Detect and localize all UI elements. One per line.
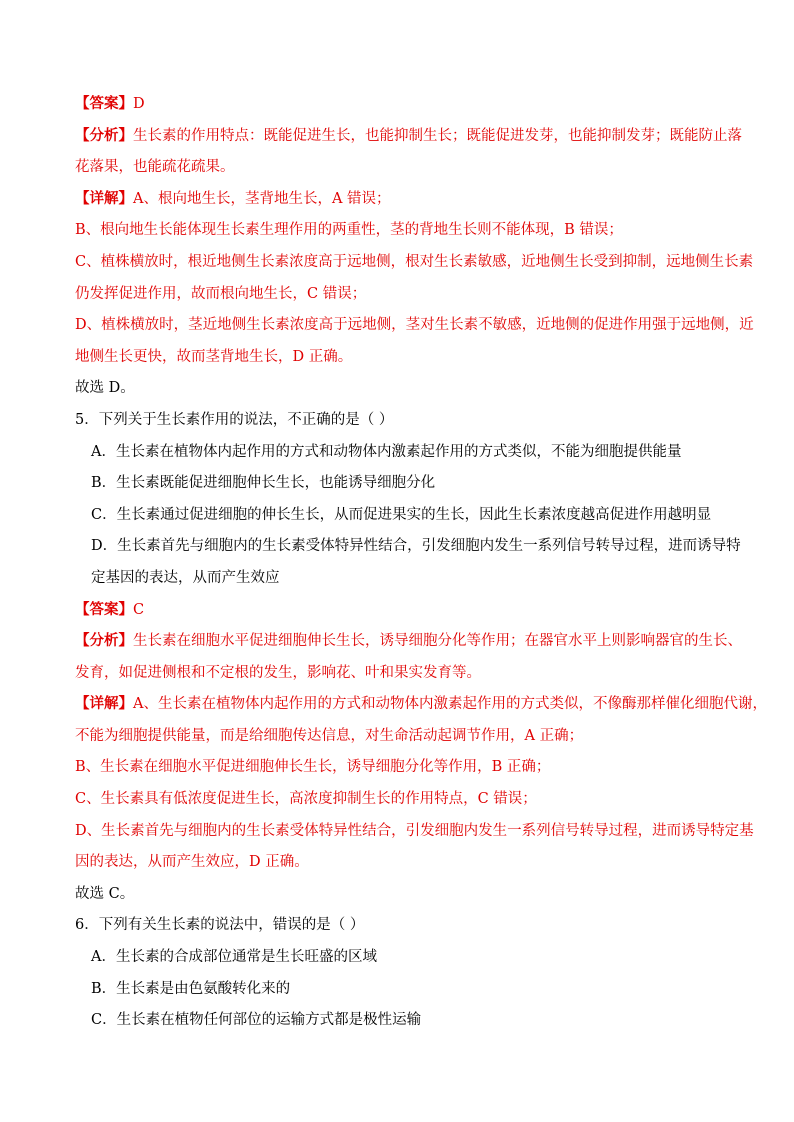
q5-detail-a1 [75, 694, 767, 714]
q5-answer [75, 600, 734, 620]
q5-detail-d2: 因的表达，从而产生效应，D 正确。 [75, 854, 309, 871]
q4-detail-c1: C、植株横放时，根近地侧生长素浓度高于远地侧，根对生长素敏感，近地侧生长受到抑制，远地侧生长素 [75, 253, 754, 270]
q6-stem: 6．下列有关生长素的说法中，错误的是（ ） [75, 917, 365, 934]
q4-detail-b: B、根向地生长能体现生长素生理作用的两重性，茎的背地生长则不能体现，B 错误； [75, 222, 623, 239]
q5-analysis-line2: 发育，如促进侧根和不定根的发生，影响花、叶和果实发育等。 [75, 664, 481, 681]
q5-option-d1: D．生长素首先与细胞内的生长素受体特异性结合，引发细胞内发生一系列信号转导过程，进而诱导特 [91, 538, 741, 555]
q4-detail-d1: D、植株横放时，茎近地侧生长素浓度高于远地侧，茎对生长素不敏感，近地侧的促进作用强于远地侧，近 [75, 317, 754, 334]
analysis-text: 生长素的作用特点：既能促进生长，也能抑制生长；既能促进发芽，也能抑制发芽；既能防止落 [133, 127, 742, 144]
answer-tag: 【答案】 [75, 95, 133, 112]
analysis-text: 生长素在细胞水平促进细胞伸长生长，诱导细胞分化等作用；在器官水平上则影响器官的生长、 [133, 633, 742, 650]
q4-analysis-line1 [75, 126, 742, 146]
q4-detail-c2: 仍发挥促进作用，故而根向地生长，C 错误； [75, 285, 367, 302]
q4-answer [75, 94, 734, 114]
q4-analysis-line2: 花落果，也能疏花疏果。 [75, 159, 235, 176]
answer-tag: 【答案】 [75, 600, 133, 618]
q5-option-b: B．生长素既能促进细胞伸长生长，也能诱导细胞分化 [91, 475, 436, 492]
q5-conclusion: 故选 C。 [75, 885, 135, 902]
q6-option-c: C．生长素在植物任何部位的运输方式都是极性运输 [91, 1012, 422, 1029]
q4-detail-d2: 地侧生长更快，故而茎背地生长，D 正确。 [75, 348, 353, 365]
q4-conclusion: 故选 D。 [75, 380, 135, 397]
q5-detail-b: B、生长素在细胞水平促进细胞伸长生长，诱导细胞分化等作用，B 正确； [75, 759, 551, 776]
detail-text: A、根向地生长，茎背地生长，A 错误； [133, 190, 391, 207]
q5-option-c: C．生长素通过促进细胞的伸长生长，从而促进果实的生长，因此生长素浓度越高促进作用越明显 [91, 506, 712, 523]
q6-option-a: A．生长素的合成部位通常是生长旺盛的区域 [91, 949, 377, 966]
answer-value: D [133, 96, 145, 112]
q5-detail-a2: 不能为细胞提供能量，而是给细胞传达信息，对生命活动起调节作用，A 正确； [75, 727, 584, 744]
detail-tag: 【详解】 [75, 189, 133, 207]
analysis-tag: 【分析】 [75, 632, 133, 650]
q5-detail-c: C、生长素具有低浓度促进生长，高浓度抑制生长的作用特点，C 错误； [75, 791, 537, 808]
detail-tag: 【详解】 [75, 695, 133, 713]
q6-option-b: B．生长素是由色氨酸转化来的 [91, 980, 291, 997]
q5-detail-d1: D、生长素首先与细胞内的生长素受体特异性结合，引发细胞内发生一系列信号转导过程，进而诱导特定基 [75, 822, 754, 839]
q5-option-a: A．生长素在植物体内起作用的方式和动物体内激素起作用的方式类似，不能为细胞提供能量 [91, 443, 682, 460]
q5-option-d2: 定基因的表达，从而产生效应 [91, 569, 280, 586]
answer-value: C [133, 601, 145, 618]
q5-analysis-line1 [75, 631, 742, 651]
q4-detail-a [75, 189, 734, 209]
q5-stem: 5．下列关于生长素作用的说法，不正确的是（ ） [75, 411, 394, 428]
detail-text: A、生长素在植物体内起作用的方式和动物体内激素起作用的方式类似，不像酶那样催化细胞代谢， [133, 696, 767, 713]
analysis-tag: 【分析】 [75, 126, 133, 144]
